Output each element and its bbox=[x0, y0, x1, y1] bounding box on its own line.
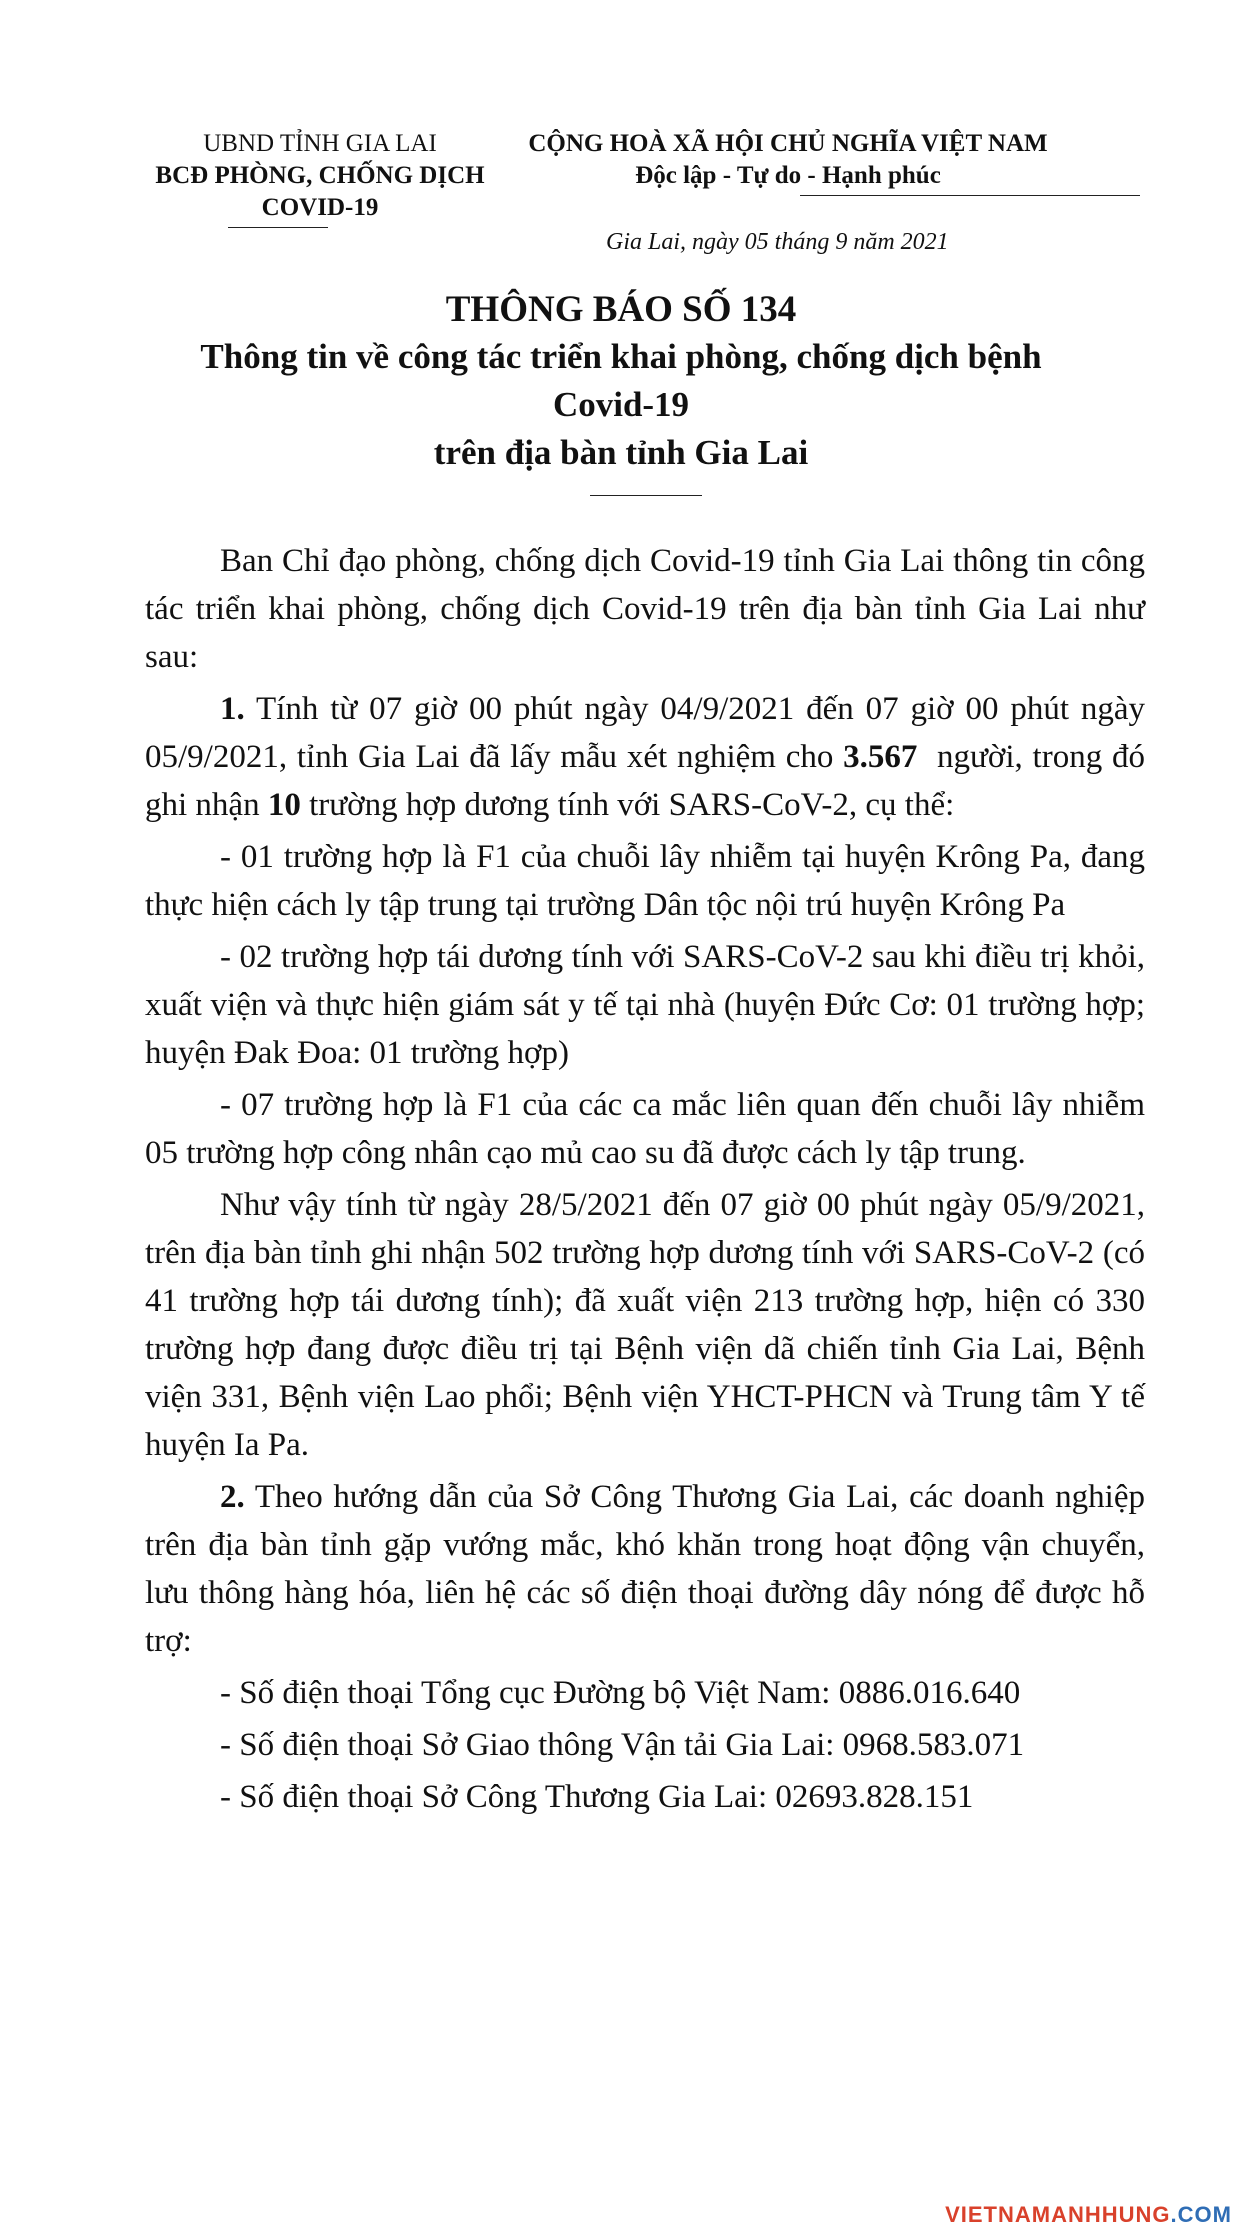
issuer-block bbox=[130, 128, 510, 224]
subject-line-3: trên địa bàn tỉnh Gia Lai bbox=[433, 433, 809, 472]
case-bullet-3: - 07 trường hợp là F1 của các ca mắc liên quan đến chuỗi lây nhiễm 05 trường hợp công nhân cạo mủ cao su đã được cách ly tập trung. bbox=[145, 1087, 1145, 1171]
issuer-committee: BCĐ PHÒNG, CHỐNG DỊCH bbox=[155, 162, 485, 189]
phone-item-3 bbox=[145, 1773, 1145, 1821]
watermark-part-2: .COM bbox=[1170, 2202, 1232, 2227]
national-header bbox=[488, 128, 1088, 192]
motto-underline bbox=[800, 195, 1140, 196]
section-2-text: Theo hướng dẫn của Sở Công Thương Gia Lai, các doanh nghiệp trên địa bàn tỉnh gặp vướng mắc, khó khăn trong hoạt động vận chuyển, lưu thông hàng hóa, liên hệ các số điện thoại đường dây nóng để được hỗ trợ: bbox=[145, 1479, 1145, 1659]
watermark bbox=[945, 2202, 1232, 2228]
section-1-paragraph bbox=[145, 685, 1145, 829]
title-underline bbox=[590, 495, 702, 496]
positive-count: 10 bbox=[267, 787, 301, 823]
phone-3-number: 02693.828.151 bbox=[775, 1779, 974, 1815]
notice-number: THÔNG BÁO SỐ 134 bbox=[445, 289, 797, 330]
case-bullet-2: - 02 trường hợp tái dương tính với SARS-CoV-2 sau khi điều trị khỏi, xuất viện và thực hiện giám sát y tế tại nhà (huyện Đức Cơ: 01 trường hợp; huyện Đak Đoa: 01 trường hợp) bbox=[145, 939, 1145, 1071]
section-2-number: 2. bbox=[220, 1479, 245, 1515]
phone-2-label: - Số điện thoại Sở Giao thông Vận tải Gia Lai: bbox=[220, 1727, 835, 1763]
issuer-province: UBND TỈNH GIA LAI bbox=[203, 130, 437, 157]
phone-1-number: 0886.016.640 bbox=[838, 1675, 1021, 1711]
section-1-number: 1. bbox=[220, 691, 245, 727]
document-body bbox=[145, 537, 1145, 1825]
document-title bbox=[100, 287, 1142, 477]
summary-paragraph: Như vậy tính từ ngày 28/5/2021 đến 07 giờ 00 phút ngày 05/9/2021, trên địa bàn tỉnh ghi nhận 502 trường hợp dương tính với SARS-CoV-2 (có 41 trường hợp tái dương tính); đã xuất viện 213 trường hợp, hiện có 330 trường hợp đang được điều trị tại Bệnh viện dã chiến tỉnh Gia Lai, Bệnh viện 331, Bệnh viện Lao phổi; Bệnh viện YHCT-PHCN và Trung tâm Y tế huyện Ia Pa. bbox=[145, 1187, 1145, 1463]
section-1-text-b: người, trong đó ghi nhận bbox=[145, 739, 1145, 823]
phone-3-label: - Số điện thoại Sở Công Thương Gia Lai: bbox=[220, 1779, 768, 1815]
phone-item-2 bbox=[145, 1721, 1145, 1769]
section-2-paragraph bbox=[145, 1473, 1145, 1665]
country-name: CỘNG HOÀ XÃ HỘI CHỦ NGHĨA VIỆT NAM bbox=[528, 130, 1048, 157]
phone-item-1 bbox=[145, 1669, 1145, 1717]
phone-1-label: - Số điện thoại Tổng cục Đường bộ Việt Nam: bbox=[220, 1675, 831, 1711]
subject-line-2: Covid-19 bbox=[552, 385, 690, 424]
watermark-part-1: VIETNAMANHHUNG bbox=[945, 2202, 1171, 2227]
national-motto: Độc lập - Tự do - Hạnh phúc bbox=[635, 162, 941, 189]
section-1-text-c: trường hợp dương tính với SARS-CoV-2, cụ thể: bbox=[309, 787, 955, 823]
intro-paragraph: Ban Chỉ đạo phòng, chống dịch Covid-19 tỉnh Gia Lai thông tin công tác triển khai phòng, chống dịch Covid-19 trên địa bàn tỉnh Gia Lai như sau: bbox=[145, 543, 1145, 675]
tested-count: 3.567 bbox=[843, 739, 918, 775]
phone-2-number: 0968.583.071 bbox=[842, 1727, 1025, 1763]
issue-date: Gia Lai, ngày 05 tháng 9 năm 2021 bbox=[606, 229, 949, 255]
subject-line-1: Thông tin về công tác triển khai phòng, chống dịch bệnh bbox=[200, 337, 1042, 376]
section-1-text-a: Tính từ 07 giờ 00 phút ngày 04/9/2021 đến 07 giờ 00 phút ngày 05/9/2021, tỉnh Gia Lai đã lấy mẫu xét nghiệm cho bbox=[145, 691, 1146, 775]
case-bullet-1: - 01 trường hợp là F1 của chuỗi lây nhiễm tại huyện Krông Pa, đang thực hiện cách ly tập trung tại trường Dân tộc nội trú huyện Krông Pa bbox=[145, 839, 1145, 923]
issuer-underline bbox=[228, 227, 328, 228]
issuer-committee-cont: COVID-19 bbox=[261, 194, 379, 221]
